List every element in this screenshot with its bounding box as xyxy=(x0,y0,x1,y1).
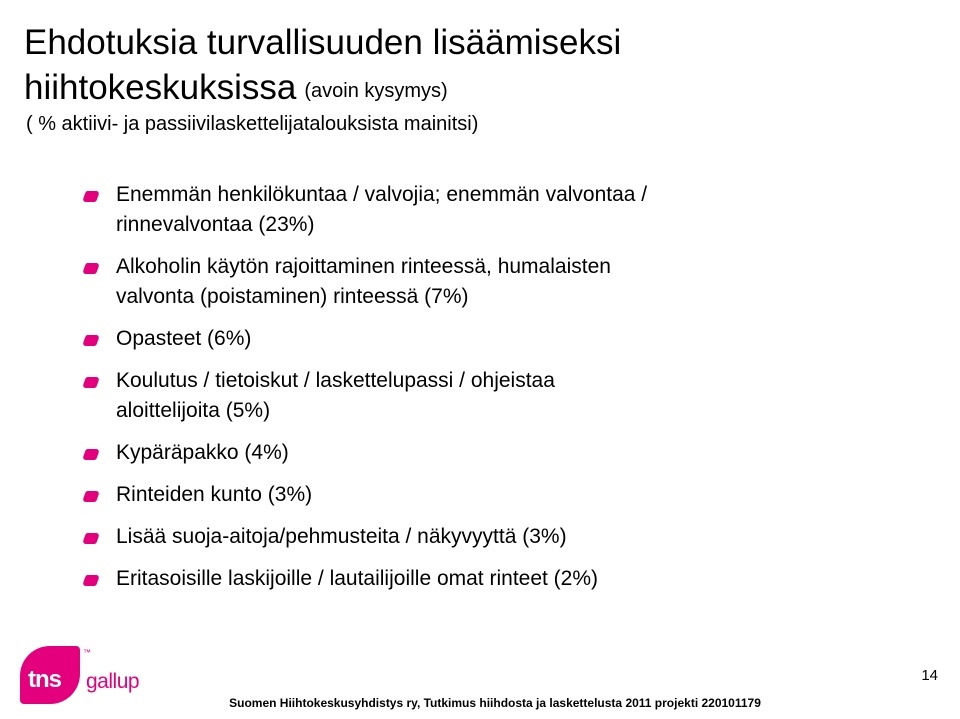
slide-title xyxy=(24,20,924,114)
bullet-text-line-1: Alkoholin käytön rajoittaminen rinteessä, humalaisten xyxy=(116,255,611,278)
bullet-text-line-1: Rinteiden kunto (3%) xyxy=(116,483,313,506)
title-line-2-text: hiihtokeskuksissa xyxy=(24,68,297,107)
slide-subtitle: ( % aktiivi- ja passiivilaskettelijatalouksista mainitsi) xyxy=(26,113,479,135)
bullet-item xyxy=(84,438,944,468)
bullet-text-line-1: Kypäräpakko (4%) xyxy=(116,441,289,464)
bullet-text-line-1: Koulutus / tietoiskut / laskettelupassi / ohjeistaa xyxy=(116,369,555,392)
footer-text: Suomen Hiihtokeskusyhdistys ry, Tutkimus hiihdosta ja laskettelusta 2011 projekti 220101179 xyxy=(229,696,761,710)
bullet-text-line-2: valvonta (poistaminen) rinteessä (7%) xyxy=(116,285,469,308)
bullet-item xyxy=(84,252,944,312)
bullet-item xyxy=(84,480,944,510)
bullet-marker-icon xyxy=(82,377,100,388)
bullet-item xyxy=(84,180,944,240)
logo-mark-text: tns xyxy=(28,666,61,693)
bullet-marker-icon xyxy=(82,575,100,586)
bullet-item xyxy=(84,522,944,552)
bullet-text-line-2: aloittelijoita (5%) xyxy=(116,399,271,422)
page-number: 14 xyxy=(921,667,938,684)
bullet-item xyxy=(84,366,944,426)
bullet-text-line-1: Eritasoisille laskijoille / lautailijoille omat rinteet (2%) xyxy=(116,567,599,590)
bullet-marker-icon xyxy=(82,491,100,502)
bullet-text-line-2: rinnevalvontaa (23%) xyxy=(116,213,315,236)
bullet-text-line-1: Opasteet (6%) xyxy=(116,327,252,350)
bullet-marker-icon xyxy=(82,335,100,346)
title-line-2 xyxy=(24,65,924,114)
logo-trademark: ™ xyxy=(83,648,91,657)
bullet-list xyxy=(84,180,944,606)
bullet-item xyxy=(84,324,944,354)
logo-brand-text: gallup xyxy=(86,670,140,693)
bullet-marker-icon xyxy=(82,533,100,544)
bullet-marker-icon xyxy=(82,191,100,202)
bullet-marker-icon xyxy=(82,449,100,460)
bullet-marker-icon xyxy=(82,263,100,274)
bullet-item xyxy=(84,564,944,594)
bullet-text-line-1: Lisää suoja-aitoja/pehmusteita / näkyvyyttä (3%) xyxy=(116,525,567,548)
title-line-1: Ehdotuksia turvallisuuden lisäämiseksi xyxy=(24,23,622,62)
title-note: (avoin kysymys) xyxy=(304,80,448,102)
bullet-text-line-1: Enemmän henkilökuntaa / valvojia; enemmän valvontaa / xyxy=(116,183,648,206)
